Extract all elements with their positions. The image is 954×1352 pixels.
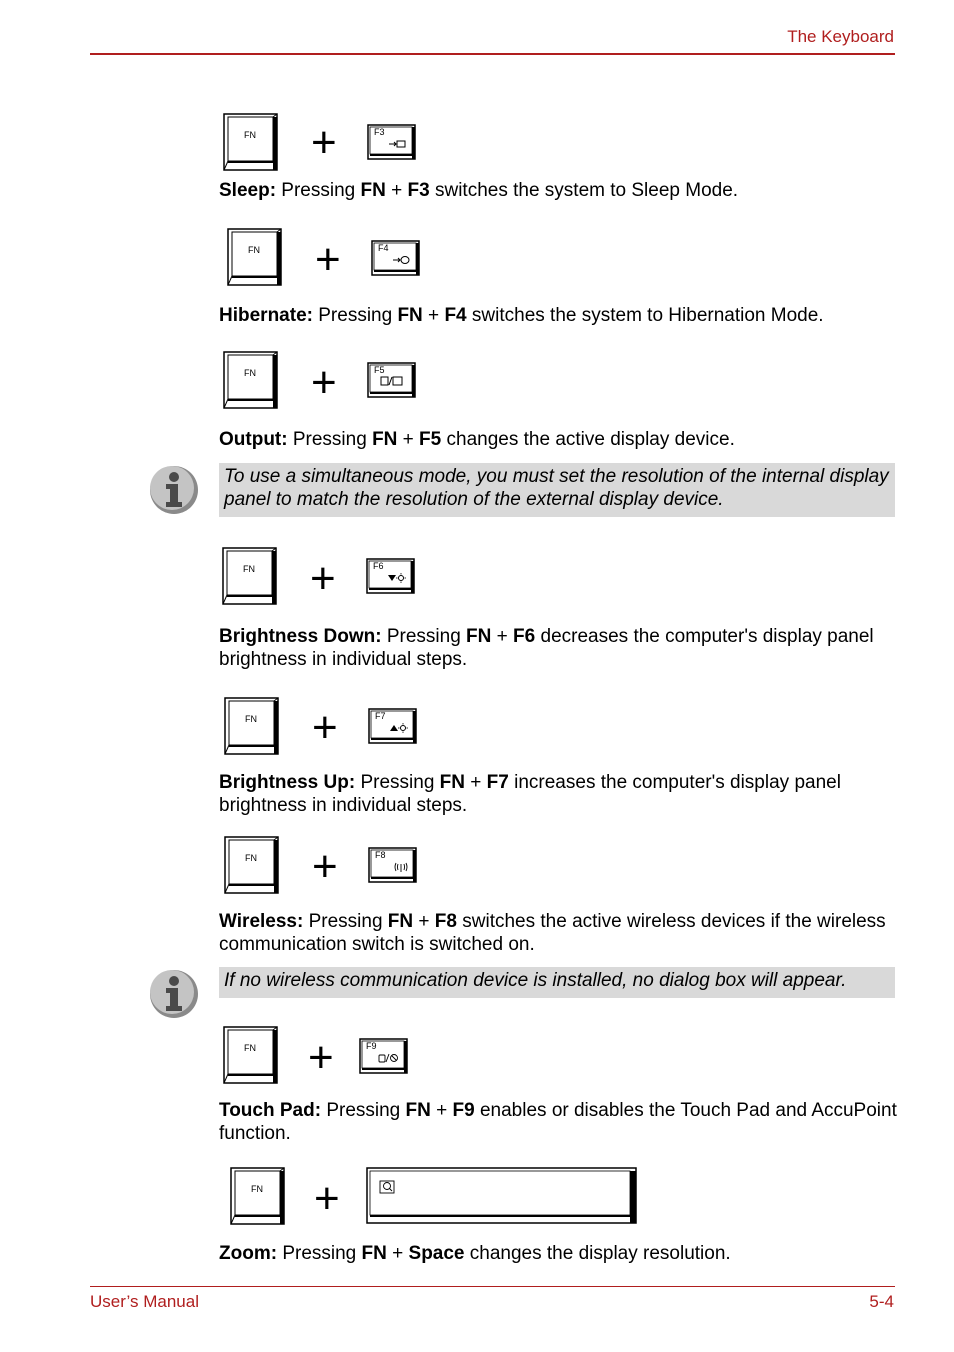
plus-sign: + <box>315 235 341 284</box>
plus-sign: + <box>312 703 338 752</box>
f6-key-icon <box>366 558 416 595</box>
fkey-label: F3 <box>374 127 385 137</box>
f7-key-icon <box>368 708 418 745</box>
f8-key-icon <box>368 847 418 884</box>
svg-text:F6: F6 <box>373 561 384 571</box>
note-wireless: If no wireless communication device is installed, no dialog box will appear. <box>219 967 895 998</box>
svg-text:F9: F9 <box>366 1041 377 1051</box>
page-number: 5-4 <box>869 1292 894 1311</box>
svg-text:FN: FN <box>244 1043 256 1053</box>
svg-text:FN: FN <box>248 245 260 255</box>
svg-text:FN: FN <box>245 853 257 863</box>
f9-key-icon <box>359 1038 409 1075</box>
chapter-title: The Keyboard <box>787 27 894 46</box>
description-wireless: Wireless: Pressing FN + F8 switches the active wireless devices if the wireless communication switch is switched on. <box>219 911 886 955</box>
description-brightness-down: Brightness Down: Pressing FN + F6 decreases the computer's display panel brightness in individual steps. <box>219 626 874 670</box>
fn-key-icon <box>223 351 279 409</box>
description-zoom: Zoom: Pressing FN + Space changes the display resolution. <box>219 1243 731 1264</box>
f4-key-icon <box>371 240 421 277</box>
item-title: Sleep: <box>219 180 277 201</box>
fn-key-label: FN <box>244 130 256 140</box>
fn-key-icon <box>230 1167 286 1225</box>
svg-text:F7: F7 <box>375 711 386 721</box>
plus-sign: + <box>308 1033 334 1082</box>
svg-text:FN: FN <box>243 564 255 574</box>
description-touchpad: Touch Pad: Pressing FN + F9 enables or disables the Touch Pad and AccuPoint function. <box>219 1100 897 1144</box>
fn-key-icon <box>223 113 279 171</box>
svg-text:F5: F5 <box>374 365 385 375</box>
description-hibernate: Hibernate: Pressing FN + F4 switches the system to Hibernation Mode. <box>219 305 824 326</box>
fn-key-icon <box>224 836 280 894</box>
svg-text:F8: F8 <box>375 850 386 860</box>
description-sleep: Sleep: Pressing FN + F3 switches the system to Sleep Mode. <box>219 180 739 201</box>
f3-key-icon <box>367 124 417 161</box>
plus-sign: + <box>311 358 337 407</box>
svg-text:FN: FN <box>251 1184 263 1194</box>
plus-sign: + <box>310 554 336 603</box>
info-icon <box>148 464 200 516</box>
fn-key-icon <box>227 228 283 286</box>
description-brightness-up: Brightness Up: Pressing FN + F7 increases the computer's display panel brightness in individual steps. <box>219 772 841 816</box>
description-output: Output: Pressing FN + F5 changes the active display device. <box>219 429 735 450</box>
svg-text:FN: FN <box>244 368 256 378</box>
plus-sign: + <box>314 1174 340 1223</box>
svg-text:F4: F4 <box>378 243 389 253</box>
fn-key-icon <box>223 1026 279 1084</box>
footer-rule <box>90 1286 895 1287</box>
space-key-icon <box>366 1167 638 1225</box>
manual-title: User’s Manual <box>90 1292 199 1311</box>
info-icon <box>148 968 200 1020</box>
svg-text:FN: FN <box>245 714 257 724</box>
fn-key-icon <box>222 547 278 605</box>
f5-key-icon <box>367 362 417 399</box>
plus-sign: + <box>311 118 337 167</box>
plus-sign: + <box>312 842 338 891</box>
note-simultaneous-mode: To use a simultaneous mode, you must set the resolution of the internal display panel to match the resolution of the external display device. <box>219 463 895 517</box>
header-rule <box>90 53 895 55</box>
fn-key-icon <box>224 697 280 755</box>
